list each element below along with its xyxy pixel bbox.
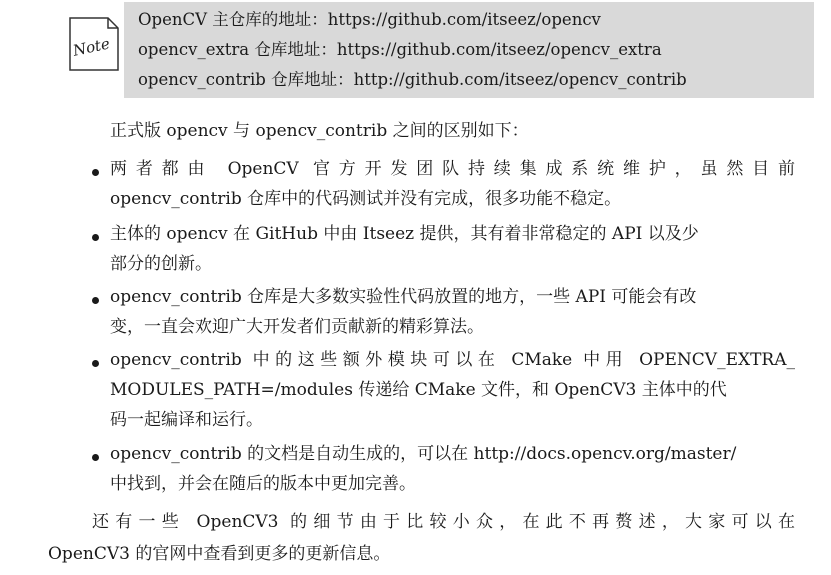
bullet-dot: [92, 297, 99, 304]
bullet-2-line-2: 部分的创新。: [110, 254, 212, 274]
note-line-opencv: OpenCV 主仓库的地址：https://github.com/itseez/opencv: [138, 10, 601, 29]
bullet-dot: [92, 169, 99, 176]
bullet-dot: [92, 234, 99, 241]
bullet-3-line-2: 变，一直会欢迎广大开发者们贡献新的精彩算法。: [110, 317, 484, 337]
note-box: [124, 2, 814, 98]
note-line-opencv-extra: opencv_extra 仓库地址：https://github.com/itseez/opencv_extra: [138, 40, 662, 59]
bullet-dot: [92, 454, 99, 461]
bullet-2-line-1: 主体的 opencv 在 GitHub 中由 Itseez 提供，其有着非常稳定的 API 以及少: [110, 224, 699, 244]
bullet-1-line-2: opencv_contrib 仓库中的代码测试并没有完成，很多功能不稳定。: [110, 189, 622, 209]
bullet-5-line-2: 中找到，并会在随后的版本中更加完善。: [110, 474, 416, 494]
bullet-4-line-3: 码一起编译和运行。: [110, 410, 263, 430]
bullet-5-line-1: opencv_contrib 的文档是自动生成的，可以在 http://docs.opencv.org/master/: [110, 444, 737, 464]
bullet-4-line-1: opencv_contrib 中的这些额外模块可以在 CMake 中用 OPENCV_EXTRA_: [110, 350, 795, 370]
intro-paragraph: 正式版 opencv 与 opencv_contrib 之间的区别如下：: [110, 121, 529, 141]
closing-paragraph-line-1: 还有一些 OpenCV3 的细节由于比较小众，在此不再赘述，大家可以在: [92, 512, 795, 532]
note-line-opencv-contrib: opencv_contrib 仓库地址：http://github.com/itseez/opencv_contrib: [138, 70, 687, 89]
bullet-1-line-1: 两者都由 OpenCV 官方开发团队持续集成系统维护，虽然目前: [110, 159, 795, 179]
closing-paragraph-line-2: OpenCV3 的官网中查看到更多的更新信息。: [48, 544, 391, 564]
note-icon: [64, 14, 122, 74]
bullet-dot: [92, 360, 99, 367]
note-icon-label: Note: [71, 34, 112, 60]
bullet-3-line-1: opencv_contrib 仓库是大多数实验性代码放置的地方，一些 API 可能会有改: [110, 287, 697, 307]
bullet-4-line-2: MODULES_PATH=/modules 传递给 CMake 文件，和 OpenCV3 主体中的代: [110, 380, 727, 400]
